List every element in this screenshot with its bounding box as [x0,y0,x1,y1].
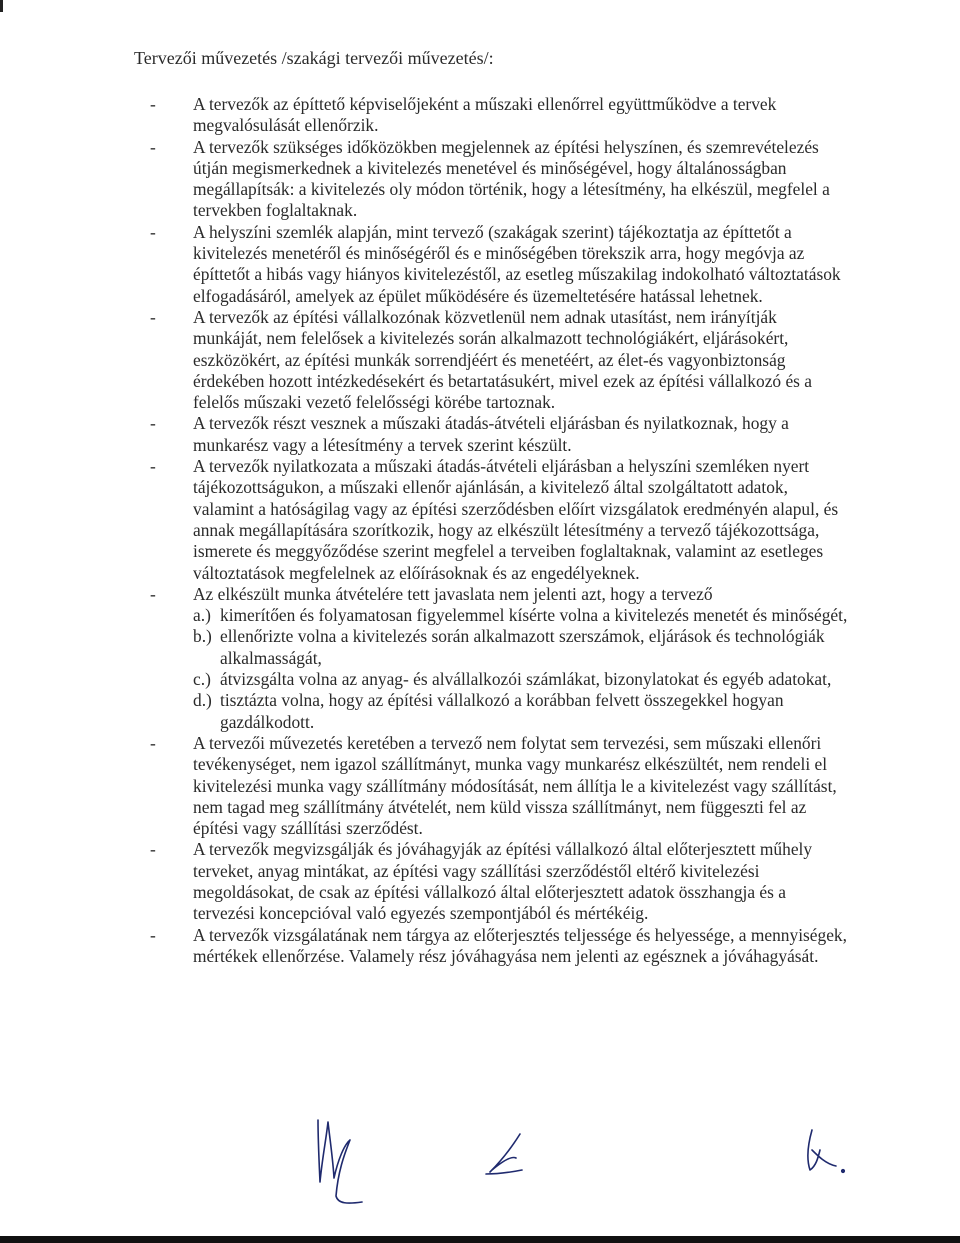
bullet-dash: - [150,94,156,114]
list-item-text: A tervezők nyilatkozata a műszaki átadás-átvételi eljárásban a helyszíni szemléken nyert tájékozottságukon, a műszaki ellenőr ajánlásán, a kivitelező által szolgáltatott adatok, valamint a hatóságilag vagy az építési szerződésben előírt vizsgálatok eredményén alapul, és annak megállapítására szorítkozik, hogy az elkészült létesítmény a tervező tájékozottsága, ismerete és meggyőződése szerint megfelel a terveiben foglaltaknak, valamint az esetleges változtatások megfelelnek az előírásoknak és az engedélyeknek. [193,456,839,583]
list-item [150,137,850,222]
list-item-text: A helyszíni szemlék alapján, mint tervező (szakágak szerint) tájékoztatja az építtetőt a kivitelezés menetéről és minőségéről és e minőségében törekszik arra, hogy megóvja az építtetőt a hibás vagy hiányos kivitelezéstől, az esetleg műszakilag indokolható változtatások elfogadásáról, amelyek az épület működésére és üzemeltetésére hatással lehetnek. [193,221,841,306]
signature-area [0,1100,960,1220]
signature-3 [808,1130,836,1170]
bullet-dash: - [150,732,156,753]
signature-3-dot [842,1170,845,1173]
list-item [150,94,850,137]
sub-item [193,669,850,690]
list-item-text: A tervezői művezetés keretében a tervező nem folytat sem tervezési, sem műszaki ellenőri tevékenységet, nem igazol szállítmányt, munka vagy munkarész elkészültét, nem rendeli el kivitelezési munka vagy szállítmány módosítását, nem állítja le a kivitelezést vagy szállítást, nem tagad meg szállítmány átvételét, nem küld vissza szállítmányt, nem függeszti fel az építési vagy szállítási szerződést. [193,732,837,839]
bullet-dash: - [150,413,156,434]
list-item [150,925,850,968]
document-body [150,94,850,967]
document-heading: Tervezői művezetés /szakági tervezői művezetés/: [134,48,494,68]
sub-item [193,690,850,733]
list-item-text: A tervezők vizsgálatának nem tárgya az előterjesztés teljessége és helyessége, a mennyiségek, mértékek ellenőrzése. Valamely rész jóváhagyása nem jelenti az egésznek a jóváhagyását. [193,924,847,966]
bullet-dash: - [150,221,156,242]
signature-1 [318,1120,362,1203]
sub-item-label: d.) [193,690,212,711]
list-item [150,584,850,605]
list-item-text: A tervezők részt vesznek a műszaki átadás-átvételi eljárásban és nyilatkoznak, hogy a munkarész vagy a létesítmény a tervek szerint készült. [193,413,789,455]
list-item [150,413,850,456]
list-item [150,839,850,924]
scan-bottom-edge [0,1236,960,1243]
list-item-text: A tervezők szükséges időközökben megjelennek az építési helyszínen, és szemrevételezés útján megismerkednek a kivitelezés menetével és minőségével, hogy általánosságban megállapítsák: a kivitelezés oly módon történik, hogy a létesítmény, ha elkészül, megfelel a tervekben foglaltaknak. [193,136,830,221]
signatures-svg [0,1100,960,1220]
sub-item-text: átvizsgálta volna az anyag- és alvállalkozói számlákat, bizonylatokat és egyéb adatokat, [220,669,832,690]
bullet-dash: - [150,306,156,327]
sub-item-text: kimerítően és folyamatosan figyelemmel kísérte volna a kivitelezés menetét és minőségét, [220,605,848,626]
list-item-text: Az elkészült munka átvételére tett javaslata nem jelenti azt, hogy a tervező [193,583,713,604]
sub-item-text: ellenőrizte volna a kivitelezés során alkalmazott szerszámok, eljárások és technológiák alkalmasságát, [220,626,825,668]
bullet-dash: - [150,136,156,157]
list-item [150,307,850,413]
sub-item [193,626,850,669]
bullet-dash: - [150,924,156,945]
list-item-text: A tervezők az építtető képviselőjeként a műszaki ellenőrrel együttműködve a tervek megvalósulását ellenőrzik. [193,94,777,136]
sub-item-label: c.) [193,669,211,690]
list-item [150,222,850,307]
signature-2 [486,1134,522,1174]
sub-item-label: a.) [193,605,211,626]
list-item [150,456,850,584]
sub-item-label: b.) [193,626,212,647]
bullet-dash: - [150,839,156,860]
bullet-dash: - [150,456,156,477]
bullet-dash: - [150,583,156,604]
scan-edge-mark [0,0,3,12]
list-item [150,733,850,839]
list-item-text: A tervezők az építési vállalkozónak közvetlenül nem adnak utasítást, nem irányítják munkáját, nem felelősek a kivitelezés során alkalmazott technológiákért, eljárásokért, eszközökért, az építési munkák sorrendjéért és menetéért, az élet-és vagyonbiztonság érdekében hozott intézkedésekért és betartatásukért, mivel ezek az építési vállalkozó és a felelős műszaki vezető felelősségi körébe tartoznak. [193,306,813,413]
sub-item [193,605,850,626]
list-item-text: A tervezők megvizsgálják és jóváhagyják az építési vállalkozó által előterjesztett műhely terveket, anyag mintákat, az építési vagy szállítási szerződéstől eltérő kivitelezési megoldásokat, de csak az építési vállalkozó által előterjesztett adatok összhangja és a tervezési koncepcióval való egyezés szempontjából és mértékéig. [193,839,813,924]
sub-item-text: tisztázta volna, hogy az építési vállalkozó a korábban felvett összegekkel hogyan gazdálkodott. [220,690,784,732]
